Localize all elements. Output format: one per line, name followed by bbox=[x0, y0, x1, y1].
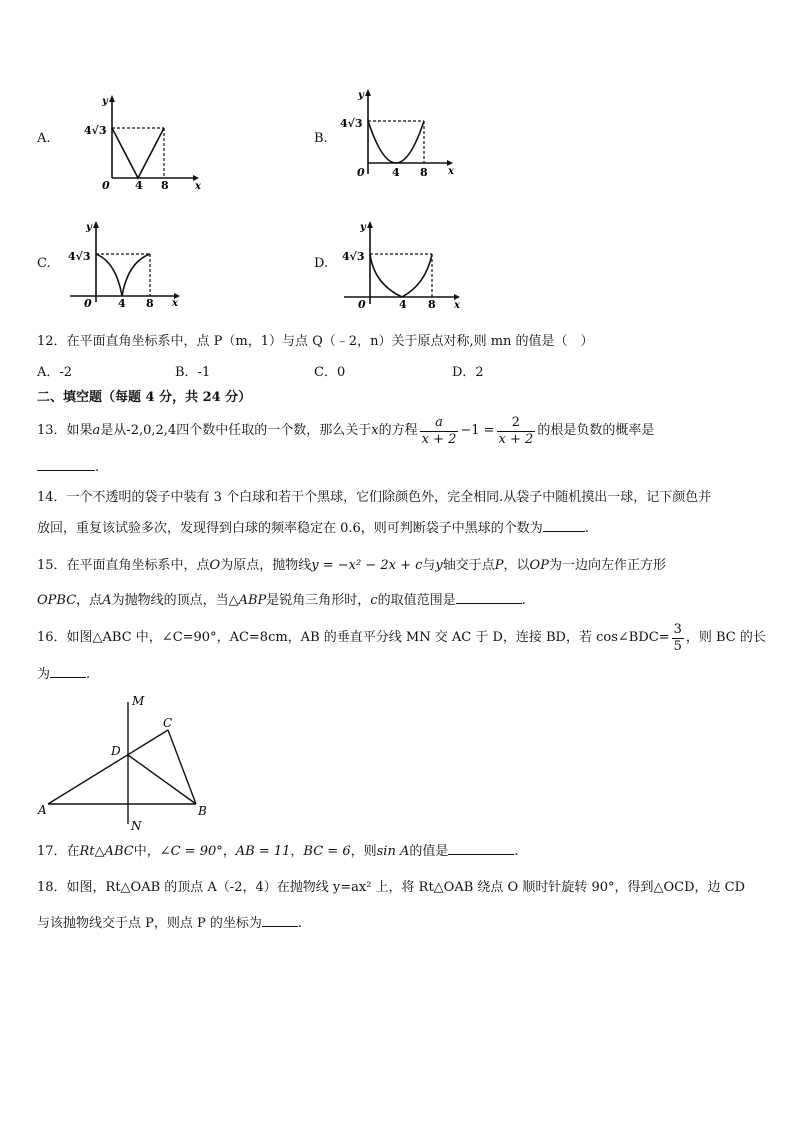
y-axis-arrow bbox=[365, 89, 371, 96]
q13-frac1-num: a bbox=[420, 415, 459, 432]
y-axis-arrow bbox=[93, 221, 99, 228]
q15-text-f: 为一边向左作正方形 bbox=[548, 558, 666, 573]
q12-option-c: C．0 bbox=[314, 365, 346, 380]
x-tick-8: 8 bbox=[420, 166, 428, 179]
q15-y: y bbox=[435, 558, 443, 573]
q17-bc: BC = 6 bbox=[303, 844, 351, 859]
graph-option-a bbox=[78, 92, 202, 190]
q17-mid1: 中， bbox=[133, 844, 160, 859]
q13-mid2: 四个数中任取的一个数，那么关于 bbox=[176, 423, 372, 438]
q13-set: -2,0,2,4 bbox=[126, 423, 177, 438]
q17-angle: ∠C = 90° bbox=[159, 844, 223, 859]
q13-fraction-2 bbox=[497, 415, 536, 448]
x-axis-label: x bbox=[195, 181, 201, 190]
q14-line2 bbox=[37, 519, 589, 539]
label-n: N bbox=[131, 819, 142, 833]
q14-period: . bbox=[584, 521, 589, 536]
q16-line2 bbox=[37, 665, 90, 685]
q17-sep1: ， bbox=[222, 844, 236, 859]
q13-mid: 是从 bbox=[100, 423, 127, 438]
y-axis-label: y bbox=[86, 222, 92, 233]
q16-answer-blank[interactable] bbox=[50, 665, 86, 678]
option-d-label: D. bbox=[314, 256, 329, 271]
section-title: 二、填空题（每题 4 分，共 24 分） bbox=[37, 390, 252, 405]
q17-period: . bbox=[514, 844, 519, 859]
y-axis-arrow bbox=[109, 95, 115, 102]
q15-line1 bbox=[37, 556, 666, 576]
q18-answer-blank[interactable] bbox=[262, 914, 298, 927]
q15-op: OP bbox=[529, 558, 549, 573]
q16-pre: 16．如图△ABC 中，∠C=90°，AC=8cm，AB 的垂直平分线 MN 交 AC 于 D，连接 BD，若 cos∠BDC= bbox=[37, 630, 670, 645]
q18-line1: 18．如图，Rt△OAB 的顶点 A（-2，4）在抛物线 y=ax² 上，将 Rt△OAB 绕点 O 顺时针旋转 90°，得到△OCD，边 CD bbox=[37, 880, 746, 895]
q15-o: O bbox=[209, 558, 221, 573]
x-axis-label: x bbox=[454, 300, 460, 311]
q14-pre: 放回，重复该试验多次，发现得到白球的频率稳定在 0.6，则可判断袋子中黑球的个数为 bbox=[37, 521, 543, 536]
q16-figure bbox=[34, 692, 214, 834]
q17-post1: 的值是 bbox=[409, 844, 449, 859]
y-axis-label: y bbox=[360, 222, 366, 233]
q16-fraction bbox=[672, 622, 684, 655]
q17-sina: sin A bbox=[376, 844, 410, 859]
x-axis-label: x bbox=[448, 166, 454, 177]
x-tick-4: 4 bbox=[118, 297, 126, 310]
q15-text-j: 的取值范围是 bbox=[377, 593, 456, 608]
q15-answer-blank[interactable] bbox=[456, 591, 522, 604]
q15-text-e: ，以 bbox=[503, 558, 530, 573]
x-tick-4: 4 bbox=[135, 179, 143, 190]
q13-fraction-1 bbox=[420, 415, 459, 448]
y-tick-label: 4√3 bbox=[342, 250, 365, 263]
label-c: C bbox=[163, 716, 173, 730]
q13-frac2-den: x + 2 bbox=[498, 431, 534, 447]
y-axis-label: y bbox=[102, 96, 108, 107]
graph-option-c bbox=[62, 218, 186, 310]
q12-option-d: D．2 bbox=[452, 365, 484, 380]
q17-mid2: ，则 bbox=[350, 844, 377, 859]
origin-label: 0 bbox=[357, 166, 365, 179]
origin-label: 0 bbox=[358, 298, 366, 311]
q17-pre: 17．在 bbox=[37, 844, 80, 859]
label-a: A bbox=[38, 803, 47, 817]
q18-period: . bbox=[297, 916, 303, 931]
q15-text-d: 轴交于点 bbox=[442, 558, 495, 573]
y-tick-label: 4√3 bbox=[84, 124, 107, 137]
q13-pre: 13．如果 bbox=[37, 423, 93, 438]
y-tick-label: 4√3 bbox=[340, 117, 363, 130]
q17-line bbox=[37, 842, 519, 862]
q18-line2 bbox=[37, 914, 302, 934]
option-c-label: C. bbox=[37, 256, 51, 271]
q12-stem: 12．在平面直角坐标系中，点 P（m，1）与点 Q（﹣2，n）关于原点对称,则 mn 的值是（ ） bbox=[37, 334, 594, 349]
q15-c: c bbox=[370, 593, 378, 608]
q15-a: A bbox=[102, 593, 112, 608]
x-tick-8: 8 bbox=[428, 298, 436, 311]
label-b: B bbox=[198, 804, 207, 818]
segment-db bbox=[128, 755, 196, 804]
label-m: M bbox=[132, 694, 145, 708]
x-axis-label: x bbox=[172, 298, 178, 309]
q16-frac-num: 3 bbox=[673, 621, 682, 637]
q17-rt-triangle: Rt△ABC bbox=[79, 844, 134, 859]
q13-frac2-num: 2 bbox=[497, 415, 536, 432]
q15-period: . bbox=[521, 593, 526, 608]
q15-text-i: 是锐角三角形时， bbox=[266, 593, 371, 608]
q16-line1 bbox=[37, 618, 766, 658]
q13-line1 bbox=[37, 411, 654, 451]
q13-x-var: x bbox=[371, 423, 379, 438]
x-tick-8: 8 bbox=[146, 297, 154, 310]
origin-label: 0 bbox=[102, 179, 110, 190]
q15-text-g: ，点 bbox=[76, 593, 103, 608]
graph-curve bbox=[96, 254, 150, 296]
q12-option-b: B．-1 bbox=[175, 365, 211, 380]
q13-period: . bbox=[95, 460, 100, 475]
q15-text-a: 15．在平面直角坐标系中，点 bbox=[37, 558, 210, 573]
q15-line2 bbox=[37, 591, 526, 611]
graph-curve bbox=[370, 254, 432, 297]
graph-curve bbox=[368, 121, 424, 163]
segment-ac bbox=[48, 730, 168, 804]
q15-text-h: 为抛物线的顶点，当△ bbox=[111, 593, 239, 608]
option-b-label: B. bbox=[314, 131, 328, 146]
q13-frac1-den: x + 2 bbox=[421, 431, 457, 447]
q12-option-a: A．-2 bbox=[37, 365, 73, 380]
q17-sep2: ， bbox=[290, 844, 304, 859]
q13-post: 的根是负数的概率是 bbox=[537, 423, 655, 438]
q15-p: P bbox=[494, 558, 504, 573]
x-tick-4: 4 bbox=[399, 298, 407, 311]
q18-pre: 与该抛物线交于点 P，则点 P 的坐标为 bbox=[37, 916, 262, 931]
q15-abp: ABP bbox=[238, 593, 267, 608]
q13-a-var: a bbox=[92, 423, 101, 438]
segment-cb bbox=[168, 730, 196, 804]
x-tick-4: 4 bbox=[392, 166, 400, 179]
q16-frac-den: 5 bbox=[673, 638, 682, 654]
x-tick-8: 8 bbox=[161, 179, 169, 190]
origin-label: 0 bbox=[84, 297, 92, 310]
q13-answer-blank[interactable] bbox=[37, 458, 95, 471]
option-a-label: A. bbox=[37, 131, 51, 146]
q16-period: . bbox=[86, 667, 91, 682]
q17-ab: AB = 11 bbox=[235, 844, 291, 859]
q13-minus-one: −1 = bbox=[460, 423, 495, 438]
y-axis-label: y bbox=[358, 90, 364, 101]
q15-text-b: 为原点，抛物线 bbox=[220, 558, 312, 573]
q15-text-c: 与 bbox=[422, 558, 436, 573]
q13-mid3: 的方程 bbox=[378, 423, 418, 438]
q16-pre2: 为 bbox=[37, 667, 51, 682]
q13-line2 bbox=[37, 458, 99, 478]
q17-answer-blank[interactable] bbox=[448, 842, 514, 855]
y-axis-arrow bbox=[367, 221, 373, 228]
graph-option-d bbox=[336, 218, 466, 312]
q14-line1: 14．一个不透明的袋子中装有 3 个白球和若干个黑球，它们除颜色外，完全相同.从袋子中随机摸出一球，记下颜色并 bbox=[37, 490, 712, 505]
q16-post: ，则 BC 的长 bbox=[685, 630, 766, 645]
q14-answer-blank[interactable] bbox=[543, 519, 585, 532]
q15-opbc: OPBC bbox=[37, 593, 77, 608]
q15-formula: y = −x² − 2x + c bbox=[311, 558, 423, 573]
label-d: D bbox=[111, 744, 121, 758]
graph-option-b bbox=[334, 86, 458, 180]
y-tick-label: 4√3 bbox=[68, 250, 91, 263]
graph-curve bbox=[112, 128, 164, 178]
